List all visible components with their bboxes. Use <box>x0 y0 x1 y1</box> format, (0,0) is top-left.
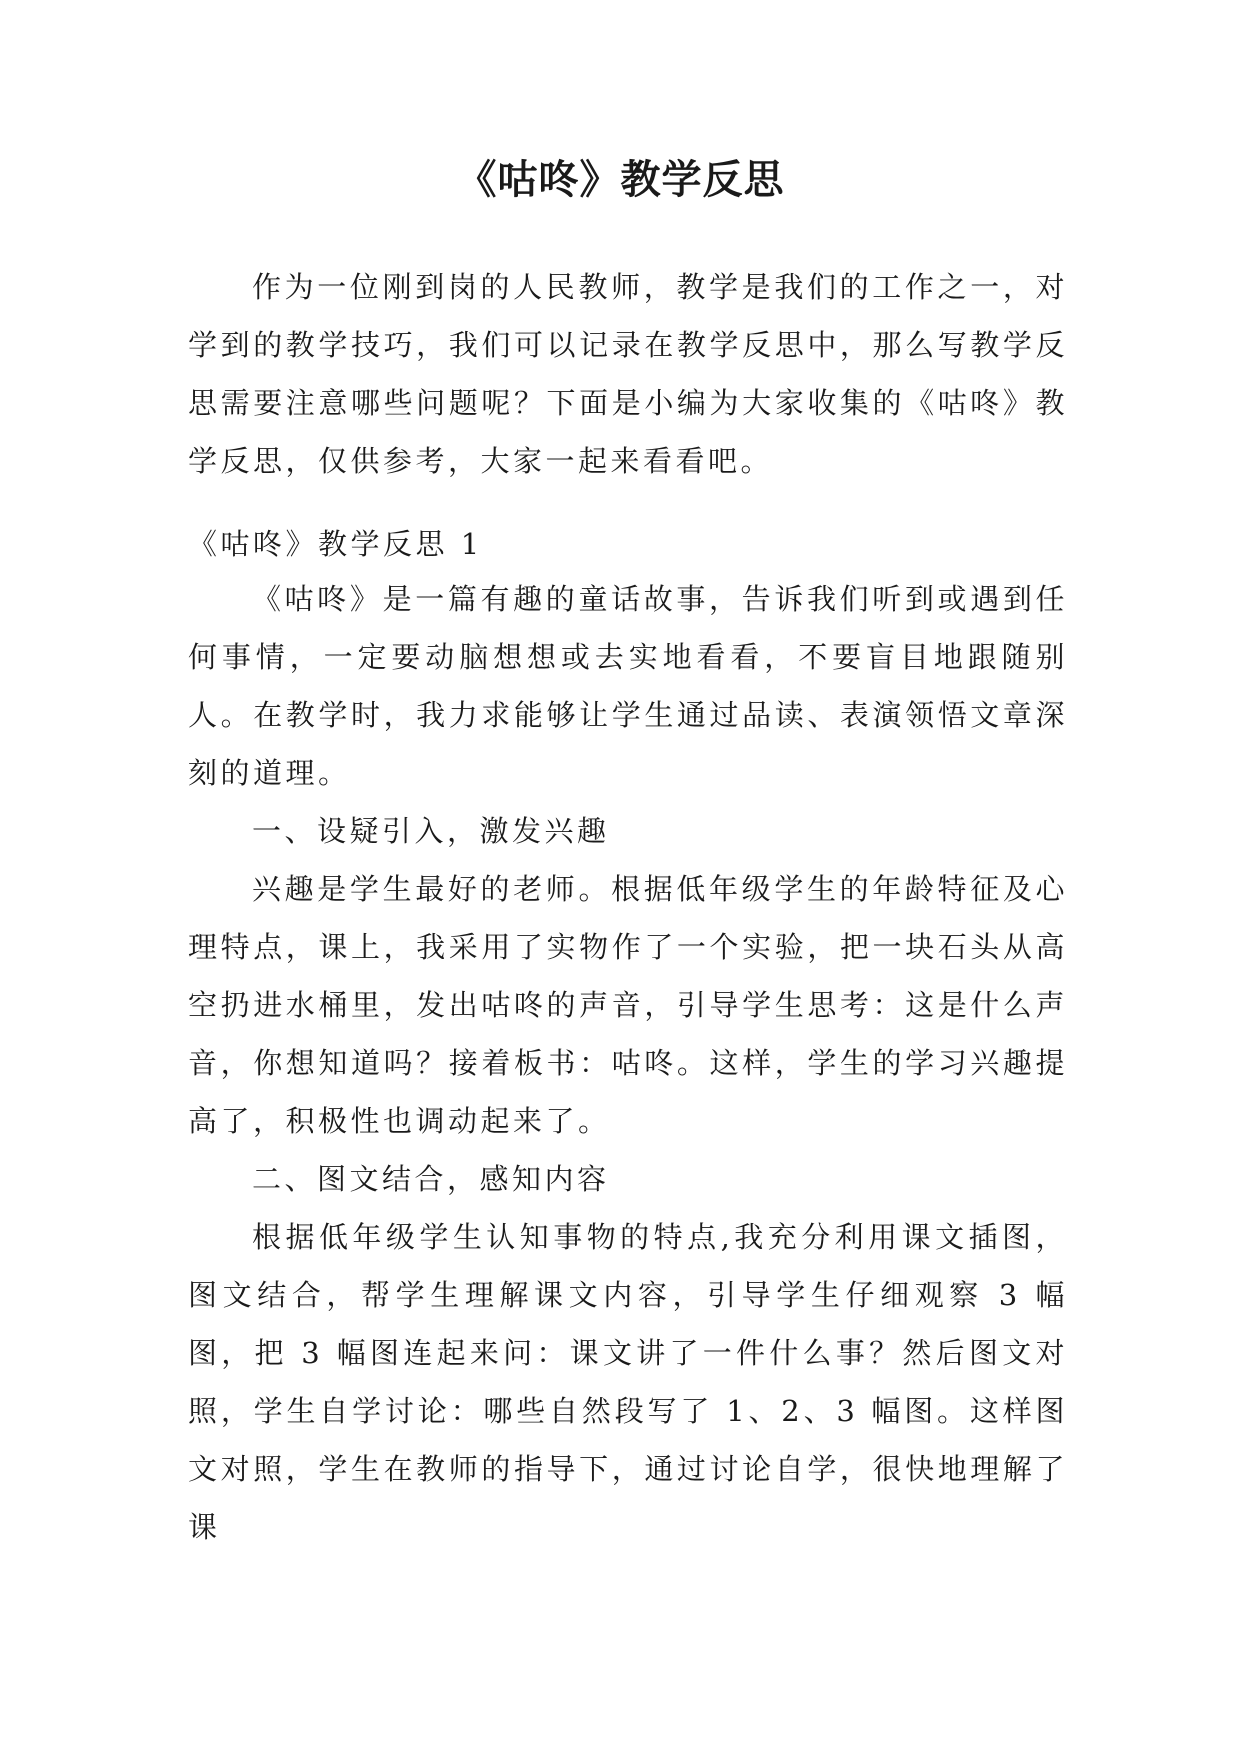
body-paragraph-1: 《咕咚》是一篇有趣的童话故事，告诉我们听到或遇到任何事情，一定要动脑想想或去实地看看，不要盲目地跟随别人。在教学时，我力求能够让学生通过品读、表演领悟文章深刻的道理。 <box>188 582 1068 790</box>
intro-paragraph: 作为一位刚到岗的人民教师，教学是我们的工作之一，对学到的教学技巧，我们可以记录在教学反思中，那么写教学反思需要注意哪些问题呢？下面是小编为大家收集的《咕咚》教学反思，仅供参考，大家一起来看看吧。 <box>188 270 1068 478</box>
body-paragraph-2: 兴趣是学生最好的老师。根据低年级学生的年龄特征及心理特点，课上，我采用了实物作了一个实验，把一块石头从高空扔进水桶里，发出咕咚的声音，引导学生思考：这是什么声音，你想知道吗？接着板书：咕咚。这样，学生的学习兴趣提高了，积极性也调动起来了。 <box>188 872 1068 1138</box>
subheading-2: 二、图文结合，感知内容 <box>252 1162 610 1196</box>
document-title: 《咕咚》教学反思 <box>456 157 785 203</box>
section-heading: 《咕咚》教学反思 1 <box>188 527 483 561</box>
body-paragraph-3: 根据低年级学生认知事物的特点,我充分利用课文插图，图文结合，帮学生理解课文内容，引导学生仔细观察 3 幅图，把 3 幅图连起来问：课文讲了一件什么事？然后图文对照，学生自学讨论：哪些自然段写了 1、2、3 幅图。这样图文对照，学生在教师的指导下，通过讨论自学，很快地理解了课 <box>188 1220 1068 1544</box>
subheading-1: 一、设疑引入，激发兴趣 <box>252 814 610 848</box>
